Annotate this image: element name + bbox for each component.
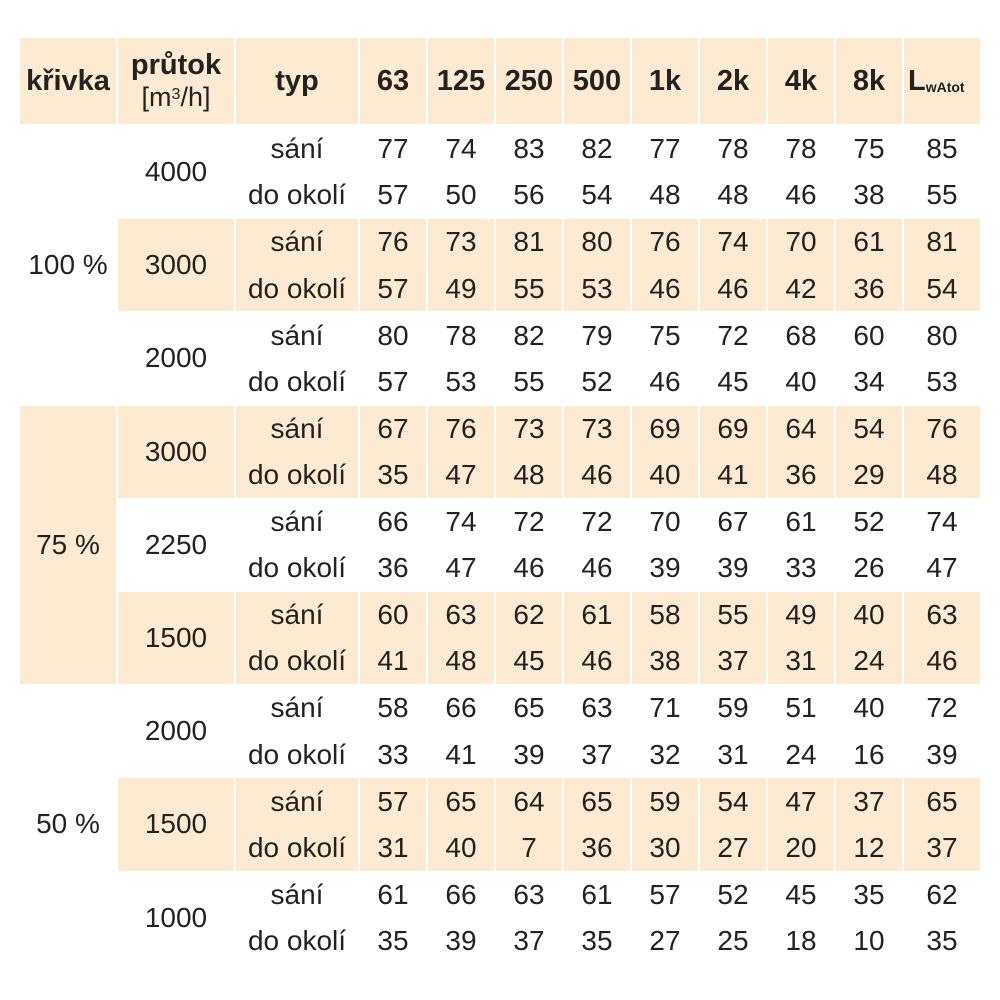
value-cell: 50	[445, 179, 477, 211]
value-cell: 45	[717, 365, 749, 397]
value-cell: 39	[649, 552, 681, 584]
value-cell: 63	[513, 878, 545, 910]
value-cell: 59	[632, 778, 698, 825]
value-cell: 75	[853, 133, 885, 165]
value-cell: 40	[632, 452, 698, 498]
value-cell: 47	[445, 552, 477, 584]
value-cell: 40	[785, 365, 817, 397]
value-cell: 36	[564, 825, 630, 871]
value-cell: 46	[649, 365, 681, 397]
typ-cell: sání	[270, 133, 324, 165]
value-cell: 52	[717, 878, 749, 910]
typ-cell: do okolí	[247, 738, 347, 770]
value-cell: 46	[581, 552, 613, 584]
value-cell: 39	[717, 552, 749, 584]
value-cell: 48	[904, 452, 980, 498]
value-cell: 78	[717, 133, 749, 165]
value-cell: 54	[836, 406, 902, 453]
value-cell: 62	[496, 592, 562, 639]
value-cell: 49	[428, 266, 494, 312]
value-cell: 37	[904, 825, 980, 871]
typ-cell: sání	[236, 592, 358, 639]
value-cell: 46	[632, 266, 698, 312]
typ-cell: sání	[236, 219, 358, 266]
typ-cell: do okolí	[247, 179, 347, 211]
value-cell: 66	[445, 692, 477, 724]
header-prutok-unit	[142, 81, 211, 113]
value-cell: 27	[649, 924, 681, 956]
value-cell: 18	[785, 924, 817, 956]
value-cell: 31	[360, 825, 426, 871]
value-cell: 58	[377, 692, 409, 724]
value-cell: 68	[785, 319, 817, 351]
value-cell: 46	[564, 452, 630, 498]
value-cell: 67	[360, 406, 426, 453]
value-cell: 64	[496, 778, 562, 825]
value-cell: 46	[700, 266, 766, 312]
value-cell: 36	[377, 552, 409, 584]
header-freq: 500	[564, 38, 630, 124]
value-cell: 53	[445, 365, 477, 397]
value-cell: 61	[564, 592, 630, 639]
value-cell: 24	[836, 639, 902, 685]
value-cell: 57	[360, 778, 426, 825]
value-cell: 70	[768, 219, 834, 266]
value-cell: 80	[926, 319, 958, 351]
value-cell: 46	[564, 639, 630, 685]
value-cell: 31	[717, 738, 749, 770]
value-cell: 41	[445, 738, 477, 770]
value-cell: 33	[785, 552, 817, 584]
value-cell: 70	[649, 506, 681, 538]
value-cell: 53	[926, 365, 958, 397]
value-cell: 52	[581, 365, 613, 397]
header-typ: typ	[236, 38, 358, 124]
value-cell: 53	[564, 266, 630, 312]
value-cell: 63	[428, 592, 494, 639]
header-prutok-label: průtok	[130, 49, 222, 81]
value-cell: 55	[513, 365, 545, 397]
value-cell: 42	[768, 266, 834, 312]
value-cell: 31	[768, 639, 834, 685]
value-cell: 33	[377, 738, 409, 770]
value-cell: 74	[926, 506, 958, 538]
value-cell: 48	[717, 179, 749, 211]
value-cell: 61	[785, 506, 817, 538]
value-cell: 39	[926, 738, 958, 770]
header-freq: 125	[428, 38, 494, 124]
value-cell: 65	[564, 778, 630, 825]
value-cell: 41	[360, 639, 426, 685]
header-freq: 8k	[836, 38, 902, 124]
value-cell: 59	[717, 692, 749, 724]
value-cell: 30	[632, 825, 698, 871]
typ-cell: do okolí	[236, 266, 358, 312]
unit-suffix: /h]	[180, 82, 211, 112]
value-cell: 85	[926, 133, 958, 165]
value-cell: 46	[513, 552, 545, 584]
value-cell: 76	[428, 406, 494, 453]
header-freq: 63	[360, 38, 426, 124]
value-cell: 34	[853, 365, 885, 397]
value-cell: 76	[360, 219, 426, 266]
value-cell: 57	[360, 266, 426, 312]
value-cell: 78	[445, 319, 477, 351]
value-cell: 61	[581, 878, 613, 910]
value-cell: 55	[926, 179, 958, 211]
typ-cell: sání	[236, 778, 358, 825]
value-cell: 72	[513, 506, 545, 538]
value-cell: 82	[513, 319, 545, 351]
value-cell: 54	[700, 778, 766, 825]
value-cell: 80	[377, 319, 409, 351]
value-cell: 40	[428, 825, 494, 871]
value-cell: 63	[581, 692, 613, 724]
value-cell: 67	[717, 506, 749, 538]
value-cell: 32	[649, 738, 681, 770]
krivka-cell: 50 %	[36, 808, 100, 840]
value-cell: 73	[496, 406, 562, 453]
value-cell: 48	[428, 639, 494, 685]
typ-cell: do okolí	[247, 365, 347, 397]
lw-sub: wAtot	[925, 79, 965, 95]
value-cell: 74	[700, 219, 766, 266]
value-cell: 35	[926, 924, 958, 956]
value-cell: 46	[785, 179, 817, 211]
value-cell: 81	[904, 219, 980, 266]
krivka-cell: 100 %	[28, 249, 108, 281]
value-cell: 76	[632, 219, 698, 266]
value-cell: 29	[836, 452, 902, 498]
header-freq: 2k	[700, 38, 766, 124]
typ-cell: do okolí	[236, 639, 358, 685]
flow-cell: 2250	[144, 528, 208, 560]
value-cell: 47	[768, 778, 834, 825]
value-cell: 55	[496, 266, 562, 312]
value-cell: 25	[717, 924, 749, 956]
value-cell: 55	[700, 592, 766, 639]
value-cell: 49	[768, 592, 834, 639]
typ-cell: do okolí	[247, 552, 347, 584]
value-cell: 51	[785, 692, 817, 724]
value-cell: 71	[649, 692, 681, 724]
typ-cell: sání	[236, 406, 358, 453]
value-cell: 40	[853, 692, 885, 724]
value-cell: 73	[428, 219, 494, 266]
value-cell: 36	[768, 452, 834, 498]
header-freq: 1k	[632, 38, 698, 124]
value-cell: 20	[768, 825, 834, 871]
value-cell: 74	[445, 506, 477, 538]
value-cell: 76	[904, 406, 980, 453]
header-krivka: křivka	[20, 38, 116, 124]
value-cell: 10	[853, 924, 885, 956]
typ-cell: do okolí	[236, 825, 358, 871]
value-cell: 69	[632, 406, 698, 453]
typ-cell: sání	[270, 319, 324, 351]
value-cell: 57	[649, 878, 681, 910]
typ-cell: sání	[270, 692, 324, 724]
value-cell: 45	[785, 878, 817, 910]
value-cell: 73	[564, 406, 630, 453]
value-cell: 48	[649, 179, 681, 211]
value-cell: 45	[496, 639, 562, 685]
value-cell: 56	[513, 179, 545, 211]
flow-cell: 3000	[118, 219, 234, 311]
value-cell: 7	[496, 825, 562, 871]
value-cell: 39	[445, 924, 477, 956]
value-cell: 72	[717, 319, 749, 351]
value-cell: 74	[445, 133, 477, 165]
flow-cell: 4000	[144, 156, 208, 188]
typ-cell: do okolí	[247, 924, 347, 956]
flow-cell: 1500	[118, 778, 234, 870]
value-cell: 16	[853, 738, 885, 770]
value-cell: 46	[904, 639, 980, 685]
value-cell: 65	[428, 778, 494, 825]
value-cell: 78	[785, 133, 817, 165]
value-cell: 60	[360, 592, 426, 639]
lw-main: L	[908, 64, 926, 97]
value-cell: 69	[700, 406, 766, 453]
header-freq: 250	[496, 38, 562, 124]
value-cell: 83	[513, 133, 545, 165]
value-cell: 37	[581, 738, 613, 770]
flow-cell: 2000	[144, 715, 208, 747]
value-cell: 37	[513, 924, 545, 956]
value-cell: 39	[513, 738, 545, 770]
value-cell: 47	[428, 452, 494, 498]
value-cell: 27	[700, 825, 766, 871]
unit-sup: 3	[171, 86, 181, 103]
value-cell: 63	[904, 592, 980, 639]
value-cell: 77	[377, 133, 409, 165]
value-cell: 36	[836, 266, 902, 312]
typ-cell: sání	[270, 878, 324, 910]
value-cell: 37	[836, 778, 902, 825]
value-cell: 48	[496, 452, 562, 498]
value-cell: 65	[904, 778, 980, 825]
header-freq: 4k	[768, 38, 834, 124]
value-cell: 54	[904, 266, 980, 312]
value-cell: 65	[513, 692, 545, 724]
flow-cell: 3000	[118, 406, 234, 498]
value-cell: 60	[853, 319, 885, 351]
typ-cell: do okolí	[236, 452, 358, 498]
value-cell: 35	[853, 878, 885, 910]
value-cell: 57	[377, 179, 409, 211]
value-cell: 79	[581, 319, 613, 351]
flow-cell: 1500	[118, 592, 234, 684]
value-cell: 40	[836, 592, 902, 639]
value-cell: 61	[836, 219, 902, 266]
value-cell: 80	[564, 219, 630, 266]
unit-prefix: [m	[141, 82, 172, 112]
typ-cell: sání	[270, 506, 324, 538]
flow-cell: 1000	[144, 901, 208, 933]
value-cell: 62	[926, 878, 958, 910]
value-cell: 57	[377, 365, 409, 397]
value-cell: 66	[445, 878, 477, 910]
value-cell: 54	[581, 179, 613, 211]
value-cell: 82	[581, 133, 613, 165]
value-cell: 12	[836, 825, 902, 871]
value-cell: 41	[700, 452, 766, 498]
krivka-cell: 75 %	[20, 406, 116, 685]
value-cell: 58	[632, 592, 698, 639]
value-cell: 72	[926, 692, 958, 724]
value-cell: 35	[360, 452, 426, 498]
value-cell: 61	[377, 878, 409, 910]
value-cell: 75	[649, 319, 681, 351]
flow-cell: 2000	[144, 342, 208, 374]
value-cell: 38	[853, 179, 885, 211]
value-cell: 66	[377, 506, 409, 538]
value-cell: 72	[581, 506, 613, 538]
value-cell: 52	[853, 506, 885, 538]
value-cell: 35	[377, 924, 409, 956]
value-cell: 37	[700, 639, 766, 685]
header-lwatot	[904, 38, 980, 124]
value-cell: 47	[926, 552, 958, 584]
value-cell: 81	[496, 219, 562, 266]
header-prutok	[118, 38, 234, 124]
value-cell: 77	[649, 133, 681, 165]
value-cell: 26	[853, 552, 885, 584]
value-cell: 24	[785, 738, 817, 770]
value-cell: 35	[581, 924, 613, 956]
value-cell: 38	[632, 639, 698, 685]
value-cell: 64	[768, 406, 834, 453]
